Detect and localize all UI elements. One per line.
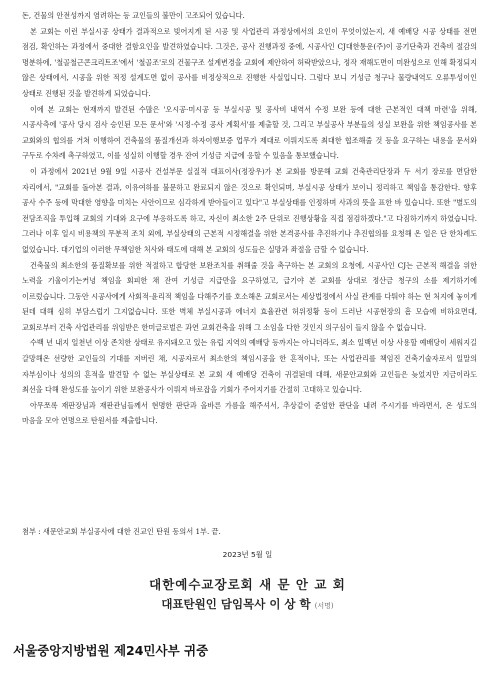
paragraph-5: 건축물의 최소한의 품질확보를 위한 적절하고 합당한 보완조치를 취해줄 것을 촉구하는 본 교회의 요청에, 시공사인 CJ는 근본적 해결을 위한 노력을 기울이기는커녕 책임을 회피한 채 잔여 기성금 지급만을 요구하였고, 급기야 본 교회를 상대로 정산금 청구의 소를 제기하기에 이르렀습니다. 그동안 시공사에게 사회적·윤리적 책임을 다해주기를 호소해온 교회로서는 세상법정에서 사실 관계를 다퉈야 하는 현 처지에 놓이게 된데 대해 심히 부담스럽기 그지없습니다. 또한 벽체 부실시공과 에너지 효율관련 허위정황 등이 드러난 시공현장의 흠 모습에 비하요면대, 교회로부터 건축 사업관리를 위임받은 한미글로벌은 과연 교회건축을 위해 그 소임을 다한 것인지 의구심이 들지 않을 수 없습니다. <box>22 260 477 332</box>
representative-line <box>0 596 495 612</box>
attachment-note: 첨부 : 새문안교회 부실공사에 대한 진교인 탄원 동의서 1부. 끝. <box>22 527 221 536</box>
paragraph-3: 이에 본 교회는 현재까지 발견된 수많은 '오시공·미시공 등 부실시공 및 공사비 내역서 수정 보완 등에 대한 근본적인 대책 마련'을 위해, 시공사측에 '공사 당시 검사 승인된 모든 문서'와 '시정·수정 공사 계획서'를 제출할 것, 그리고 부실공사 부분들의 성실 보완을 위한 책임공사를 본 교회와의 협의를 거쳐 이행하여 건축물의 품질개선과 하자이행보증 업무가 제대로 이뤄지도록 최대한 협조해줄 것 등을 요구하는 내용을 문서와 구두로 수차례 촉구하였고, 이를 성실히 이행할 경우 잔여 기성금 지급에 응할 수 있음을 통보했습니다. <box>22 104 477 161</box>
paragraph-6: 수백 년 내지 일천년 이상 존치한 상태로 유지돼오고 있는 유럽 지역의 예배당 등까지는 아니더라도, 최소 일백년 이상 사용할 예배당이 세워지길 갈망해온 선량한 교인들의 기대를 저버린 채, 시공자로서 최소한의 책임시공을 한 흔적이나, 또는 사업관리를 책임진 건축기술자로서 일말의 자부심이나 성의의 흔적을 발견할 수 없는 부실상태로 본 교회 새 예배당 건축이 귀결된데 대해, 새문안교회와 교인들은 늦었지만 지금이라도 최선을 다해 완성도를 높이기 위한 보완공사가 이뤄져 바로잡을 기회가 주어지기를 간절히 고대하고 있습니다. <box>22 338 477 395</box>
court-addressee: 서울중앙지방법원 제24민사부 귀중 <box>13 643 209 658</box>
paragraph-1: 돈, 건물의 안전성까지 염려하는 등 교인들의 불만이 고조되어 있습니다. <box>22 11 245 20</box>
paragraph-7: 아무쪼록 재판장님과 재판관님들께서 현명한 판단과 올바른 가름을 해주셔서, 추상같이 준엄한 판단을 내려 주시기를 바라면서, 온 성도의 마음을 모아 연명으로 탄원서를 제출합니다. <box>22 400 477 426</box>
petition-body <box>22 8 477 429</box>
paragraph-4: 이 과정에서 2021년 9월 9일 시공사 건설부문 실질적 대표이사(정장우)가 본 교회를 방문해 교회 건축관리단장과 두 서기 장로를 면담한 자리에서, "교회를 돌아본 결과, 이유여하를 불문하고 완료되지 않은 것으로 확인되며, 부실시공 상태가 보이니 정리하고 책임을 통감한다. 향후 공사 수주 등에 막대한 영향을 미치는 사안이므로 심각하게 받아들이고 있다"고 부실상태를 인정하며 사과의 뜻을 표한 바 있습니다. 또한 "별도의 전담조직을 투입해 교회의 기대와 요구에 부응하도록 하고, 자신이 최소한 2주 단위로 진행상황을 직접 점검하겠다."고 다짐하기까지 하였습니다. 그러나 이후 일시 비용책의 무분적 조치 외에, 부실상태의 근본적 시정해결을 위한 본격공사를 추진하기나 추진협의를 요청해 온 일은 단 한차례도 없었습니다. 대기업의 이러한 무책임한 처사와 태도에 대해 본 교회의 성도들은 실망과 좌절을 금할 수 없습니다. <box>22 166 477 254</box>
document-date: 2023년 5월 일 <box>222 550 273 559</box>
signature-mark: (서명) <box>314 602 334 610</box>
paragraph-2: 본 교회는 이런 부실시공 상태가 결과적으로 빚어지게 된 시공 및 사업관리 과정상에서의 요인이 무엇이었는지, 새 예배당 시공 상태를 전면 점검, 확인하는 과정에서 중대한 결함요인을 발견하였습니다. 그것은, 공사 진행과정 중에, 시공사인 CJ대한통운(주)이 공기단축과 건축비 절감의 명분하에, '철골철근콘크리트조'에서 '철골조'로의 건물구조 설계변경을 교회에 제안하여 허락받았으나, 정작 재해도면이 미완성으로 인해 확정되지 않은 상태에서, 시공을 위한 적정 설계도면 없이 공사를 비정상적으로 진행한 사실입니다. 그럼다 보니 기성금 청구나 물량내역도 오류투성이인 상태로 진행된 것을 발견하게 되었습니다. <box>22 26 477 98</box>
organization-name: 대한예수교장로회 새 문 안 교 회 <box>149 577 346 592</box>
representative-label: 대표탄원인 담임목사 이 상 학 <box>161 597 311 611</box>
